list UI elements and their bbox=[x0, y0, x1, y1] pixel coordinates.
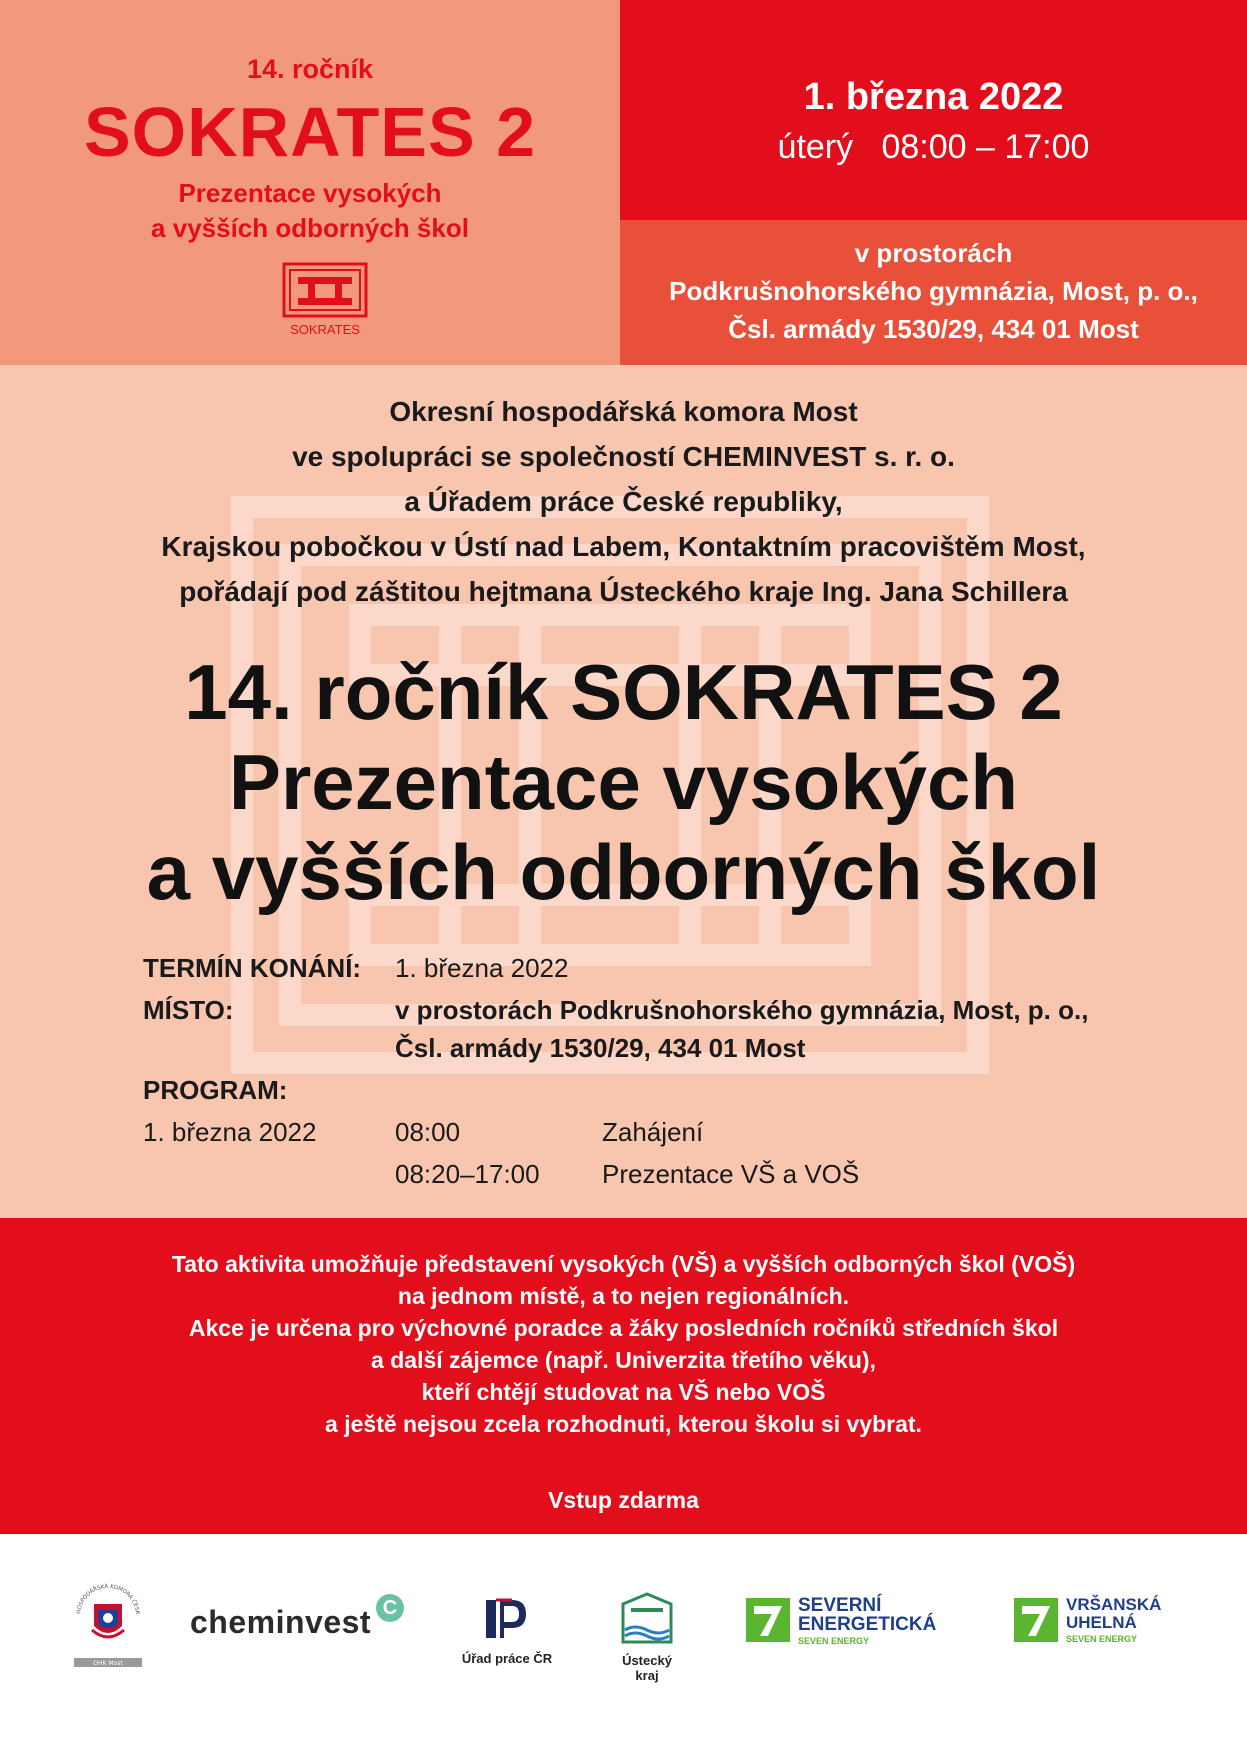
partners-footer bbox=[0, 1534, 1247, 1740]
usti-region-caption: Ústecký kraj bbox=[622, 1653, 672, 1683]
labour-office-icon bbox=[482, 1596, 532, 1646]
edition-label: 14. ročník bbox=[246, 54, 374, 84]
free-entry: Vstup zdarma bbox=[548, 1487, 699, 1513]
vu-subtitle: SEVEN ENERGY bbox=[1066, 1634, 1138, 1644]
chamber-of-commerce-logo bbox=[68, 1574, 148, 1670]
program-time: 08:00 bbox=[395, 1117, 461, 1147]
usti-region-icon bbox=[617, 1590, 677, 1648]
organizer-line: ve spolupráci se společností CHEMINVEST s. r. o. bbox=[292, 441, 955, 472]
event-day-time: úterý 08:00 – 17:00 bbox=[777, 128, 1090, 166]
organizer-line: Krajskou pobočkou v Ústí nad Labem, Kontaktním pracovištěm Most, bbox=[161, 531, 1086, 562]
program-date: 1. března 2022 bbox=[143, 1117, 317, 1147]
event-date: 1. března 2022 bbox=[803, 76, 1064, 118]
venue-panel bbox=[620, 220, 1247, 365]
main-content bbox=[0, 365, 1247, 1218]
program-item: Zahájení bbox=[602, 1117, 704, 1147]
main-title-line: 14. ročník SOKRATES 2 bbox=[184, 648, 1063, 736]
program-time: 08:20–17:00 bbox=[395, 1159, 540, 1189]
info-line: a další zájemce (např. Univerzita třetího věku), bbox=[371, 1347, 876, 1373]
place-line: Čsl. armády 1530/29, 434 01 Most bbox=[395, 1033, 806, 1063]
program-label: PROGRAM: bbox=[143, 1075, 288, 1105]
date-panel bbox=[620, 0, 1247, 220]
main-title-line: a vyšších odborných škol bbox=[146, 828, 1101, 916]
chamber-ring-text: HOSPODÁŘSKÁ KOMORA ČESK bbox=[76, 1583, 140, 1615]
seven-energy-icon bbox=[1014, 1598, 1058, 1642]
info-line: na jednom místě, a to nejen regionálních. bbox=[397, 1283, 850, 1309]
severni-energeticka-logo bbox=[746, 1596, 946, 1646]
info-line: a ještě nejsou zcela rozhodnuti, kterou školu si vybrat. bbox=[325, 1411, 922, 1437]
vu-name-line: UHELNÁ bbox=[1066, 1613, 1137, 1632]
term-label: TERMÍN KONÁNÍ: bbox=[143, 953, 362, 983]
organizer-line: Okresní hospodářská komora Most bbox=[389, 396, 858, 427]
labour-office-logo bbox=[452, 1596, 562, 1676]
event-title: SOKRATES 2 bbox=[83, 93, 537, 171]
organizers-text bbox=[0, 389, 1247, 614]
subtitle-line: Prezentace vysokých bbox=[178, 178, 442, 208]
cheminvest-logo bbox=[190, 1594, 410, 1644]
info-line: Tato aktivita umožňuje představení vysokých (VŠ) a vyšších odborných škol (VOŠ) bbox=[171, 1251, 1076, 1277]
main-title bbox=[0, 647, 1247, 917]
info-line: Akce je určena pro výchovné poradce a žáky posledních ročníků středních škol bbox=[188, 1315, 1059, 1341]
labour-office-caption: Úřad práce ČR bbox=[461, 1651, 553, 1666]
main-title-line: Prezentace vysokých bbox=[228, 738, 1019, 826]
se-name-line: ENERGETICKÁ bbox=[798, 1614, 937, 1635]
place-line: v prostorách Podkrušnohorského gymnázia, Most, p. o., bbox=[395, 995, 1089, 1025]
venue-line: Podkrušnohorského gymnázia, Most, p. o., bbox=[669, 276, 1198, 306]
event-subtitle bbox=[0, 176, 620, 246]
subtitle-line: a vyšších odborných škol bbox=[151, 213, 469, 243]
organizer-line: pořádají pod záštitou hejtmana Ústeckého kraje Ing. Jana Schillera bbox=[179, 576, 1068, 607]
vrsanska-uhelna-logo bbox=[1014, 1596, 1214, 1646]
cheminvest-mark-icon: C bbox=[376, 1594, 404, 1622]
se-name-line: SEVERNÍ bbox=[798, 1595, 882, 1616]
cheminvest-wordmark: cheminvest bbox=[190, 1604, 372, 1640]
chamber-emblem-icon bbox=[68, 1574, 148, 1670]
info-line: kteří chtějí studovat na VŠ nebo VOŠ bbox=[421, 1379, 826, 1405]
se-subtitle: SEVEN ENERGY bbox=[798, 1636, 870, 1646]
term-value: 1. března 2022 bbox=[395, 953, 569, 983]
program-item: Prezentace VŠ a VOŠ bbox=[602, 1159, 860, 1189]
organizer-line: a Úřadem práce České republiky, bbox=[404, 486, 843, 517]
sokrates-logo-icon bbox=[282, 262, 368, 340]
venue-line: Čsl. armády 1530/29, 434 01 Most bbox=[728, 314, 1139, 344]
sokrates-logo-text: SOKRATES bbox=[290, 322, 360, 337]
usti-region-logo bbox=[612, 1590, 682, 1683]
venue-line: v prostorách bbox=[854, 238, 1013, 268]
vu-name-line: VRŠANSKÁ bbox=[1066, 1595, 1162, 1614]
seven-energy-icon bbox=[746, 1598, 790, 1642]
place-label: MÍSTO: bbox=[143, 995, 234, 1025]
info-band bbox=[0, 1218, 1247, 1534]
header-left-panel bbox=[0, 0, 620, 365]
chamber-base-text: OHK Most bbox=[93, 1660, 123, 1667]
